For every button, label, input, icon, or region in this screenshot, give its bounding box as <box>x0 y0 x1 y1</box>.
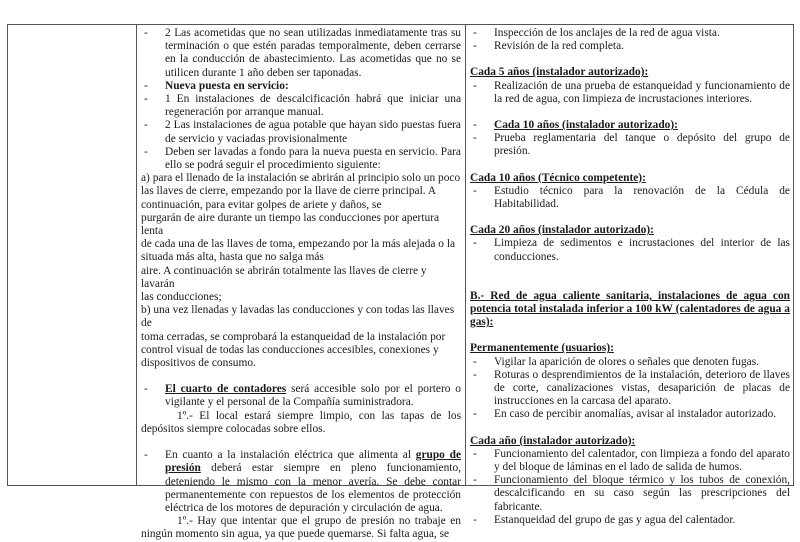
bullet-heading-10-anos-instalador <box>470 119 790 132</box>
proc-line: de cada una de las llaves de toma, empezando por la más alejada o la <box>141 238 456 251</box>
bullet-lavadas: - Deben ser lavadas a fondo para la nueva puesta en servicio. Para ello se podrá seguir el procedimiento siguiente: <box>141 146 461 172</box>
right-cell <box>466 25 794 526</box>
bullet-estanqueidad-gas: - Estanqueidad del grupo de gas y agua del calentador. <box>470 514 790 527</box>
grupo-presion-text: deberá estar siempre en pleno funcionamiento, deteniendo le mismo con la menor avería. Se debe contar permanentemente con repuestos de los elementos de protección eléctrica de los motores de depuración y circulación de agua. <box>165 462 461 514</box>
cuarto-contadores-text: será accesible solo por el portero o vigilante y el personal de la Compañía suministradora. <box>165 383 461 409</box>
bullet-roturas: - Roturas o desprendimientos de la instalación, deterioro de llaves de corte, canalizaciones vistas, desaparición de placas de instrucciones en la carcasa del aparato. <box>470 369 790 409</box>
heading-10-anos-tecnico: Cada 10 años (Técnico competente): <box>470 171 646 184</box>
bullet-revision-red: - Revisión de la red completa. <box>470 40 790 53</box>
proc-line: toma cerradas, se comprobará la estanqueidad de la instalación por <box>141 330 446 343</box>
bullet-nueva-puesta <box>141 80 461 93</box>
bullet-acometidas: - 2 Las acometidas que no sean utilizadas inmediatamente tras su terminación o que estén paradas temporalmente, deben cerrarse en la conducción de abastecimiento. Las acometidas que no se utilicen durante 1 año deben ser taponadas. <box>141 27 461 80</box>
middle-cell <box>137 25 466 541</box>
proc-line: a) para el llenado de la instalación se abrirán al principio solo un poco <box>141 172 461 185</box>
bullet-grupo-presion <box>141 449 461 515</box>
bullet-calentador: - Funcionamiento del calentador, con limpieza a fondo del aparato y del bloque de láminas en el lado de salida de humos. <box>470 448 790 474</box>
heading-20-anos: Cada 20 años (instalador autorizado): <box>470 224 654 237</box>
bullet-limpieza-sedimentos: - Limpieza de sedimentos e incrustaciones del interior de las conducciones. <box>470 237 790 263</box>
maintenance-table <box>7 24 794 541</box>
cuarto-contadores-lead: El cuarto de contadores <box>165 383 287 396</box>
proc-line: b) una vez llenadas y lavadas las conducciones y con todas las llaves de <box>141 304 455 330</box>
proc-line: dispositivos de consumo. <box>141 357 256 370</box>
bullet-prueba-tanque: - Prueba reglamentaria del tanque o depósito del grupo de presión. <box>470 132 790 158</box>
proc-line: control visual de todas las conducciones accesibles, conexiones y <box>141 343 439 356</box>
bullet-olores: - Vigilar la aparición de olores o señales que denoten fugas. <box>470 356 790 369</box>
grupo-presion-lead: grupo de presión <box>165 449 461 475</box>
procedure-paragraph <box>141 172 461 370</box>
heading-10-anos-instalador: Cada 10 años (instalador autorizado): <box>494 119 678 132</box>
heading-5-anos: Cada 5 años (instalador autorizado): <box>470 66 649 79</box>
nueva-puesta-heading: Nueva puesta en servicio: <box>165 79 289 92</box>
heading-permanentemente: Permanentemente (usuarios): <box>470 342 614 355</box>
local-limpio-note: 1º.- El local estará siempre limpio, con las tapas de los depósitos siempre colocadas sobre ellos. <box>141 409 461 435</box>
proc-line: las conducciones; <box>141 291 222 304</box>
bullet-anomalias: - En caso de percibir anomalías, avisar al instalador autorizado. <box>470 408 790 421</box>
empty-left-cell <box>8 25 137 485</box>
bullet-anclajes: - Inspección de los anclajes de la red de agua vista. <box>470 27 790 40</box>
bullet-estudio-tecnico: - Estudio técnico para la renovación de la Cédula de Habitabilidad. <box>470 185 790 211</box>
proc-line: situada más alta, hasta que no salga más <box>141 251 324 264</box>
bullet-prueba-estanqueidad: - Realización de una prueba de estanqueidad y funcionamiento de la red de agua, con limpieza de incrustaciones interiores. <box>470 80 790 106</box>
proc-line: las llaves de cierre, empezando por la llave de cierre principal. A <box>141 185 437 198</box>
bullet-bloque-termico: - Funcionamiento del bloque térmico y los tubos de conexión, descalcificando en su caso según las prescripciones del fabricante. <box>470 474 790 514</box>
bullet-cuarto-contadores <box>141 383 461 409</box>
heading-agua-caliente: B.- Red de agua caliente sanitaria, instalaciones de agua con potencia total instalada inferior a 100 kW (calentadores de agua a gas): <box>470 289 790 329</box>
proc-line: continuación, para evitar golpes de ariete y daños, se <box>141 198 382 211</box>
grupo-presion-before: En cuanto a la instalación eléctrica que alimenta al <box>165 449 416 462</box>
grupo-presion-note: 1º.- Hay que intentar que el grupo de presión no trabaje en ningún momento sin agua, ya que puede quemarse. Si falta agua, se <box>141 515 461 541</box>
heading-cada-ano: Cada año (instalador autorizado): <box>470 434 636 447</box>
proc-line: purgarán de aire durante un tiempo las conducciones por apertura lenta <box>141 211 440 238</box>
bullet-agua-potable: - 2 Las instalaciones de agua potable que hayan sido puestas fuera de servicio y vaciadas provisionalmente <box>141 119 461 145</box>
bullet-descalcificacion: - 1 En instalaciones de descalcificación habrá que iniciar una regeneración por arranque manual. <box>141 93 461 119</box>
proc-line: aire. A continuación se abrirán totalmente las llaves de cierre y lavarán <box>141 264 427 290</box>
